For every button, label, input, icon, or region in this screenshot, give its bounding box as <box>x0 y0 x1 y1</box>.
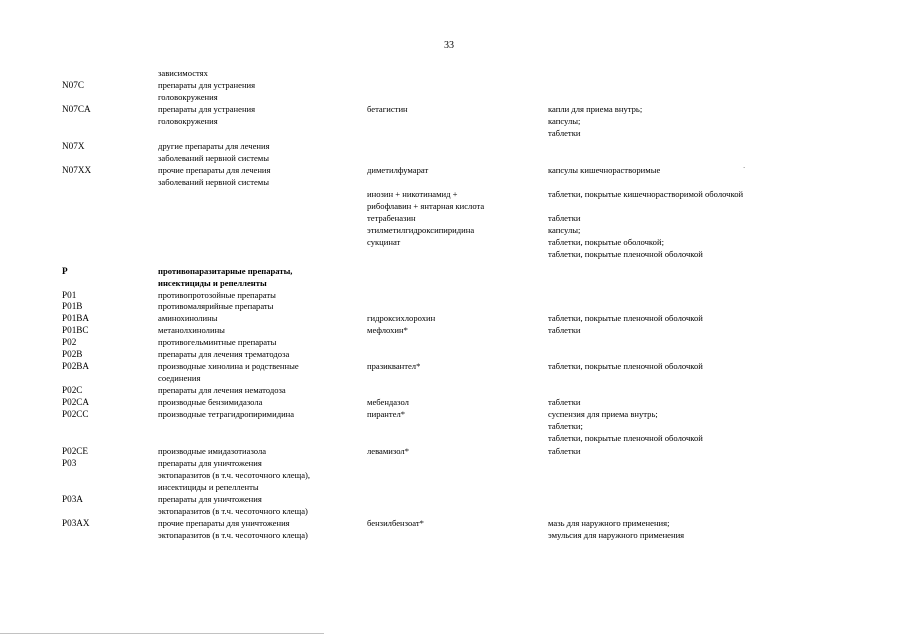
drug-name: бетагистин <box>367 104 408 114</box>
table-row <box>0 470 905 482</box>
dosage-form: суспензия для приема внутрь; <box>548 409 658 419</box>
atc-code: P03A <box>62 494 83 504</box>
group-description: аминохинолины <box>158 313 218 323</box>
table-row <box>0 421 905 433</box>
table-row <box>0 385 905 397</box>
group-description: препараты для устранения <box>158 80 256 90</box>
group-description: инсектициды и репелленты <box>158 482 259 492</box>
table-row <box>0 189 905 201</box>
group-description: заболеваний нервной системы <box>158 153 269 163</box>
atc-code: P02CA <box>62 397 90 407</box>
table-row <box>0 104 905 116</box>
table-row <box>0 518 905 530</box>
dosage-form: таблетки <box>548 128 581 138</box>
group-description: эктопаразитов (в т.ч. чесоточного клеща) <box>158 506 308 516</box>
table-row <box>0 313 905 325</box>
group-description: метанолхинолины <box>158 325 225 335</box>
dosage-form: таблетки <box>548 325 581 335</box>
table-row <box>0 266 905 278</box>
dosage-form: таблетки, покрытые пленочной оболочкой <box>548 361 703 371</box>
drug-name: гидроксихлорохин <box>367 313 436 323</box>
dosage-form: эмульсия для наружного применения <box>548 530 685 540</box>
group-description: производные тетрагидропиримидина <box>158 409 295 419</box>
table-row <box>0 237 905 249</box>
table-row <box>0 128 905 140</box>
dosage-form: таблетки, покрытые пленочной оболочкой <box>548 249 703 259</box>
drug-name: мебендазол <box>367 397 409 407</box>
group-description: противопротозойные препараты <box>158 290 276 300</box>
scan-speck: ` <box>743 166 746 174</box>
table-row <box>0 446 905 458</box>
drug-name: диметилфумарат <box>367 165 429 175</box>
table-row <box>0 213 905 225</box>
group-description: противогельминтные препараты <box>158 337 277 347</box>
table-row <box>0 482 905 494</box>
group-description: головокружения <box>158 92 218 102</box>
group-description: эктопаразитов (в т.ч. чесоточного клеща), <box>158 470 311 480</box>
atc-code: P02C <box>62 385 83 395</box>
atc-code: N07XX <box>62 165 92 175</box>
dosage-form: капсулы; <box>548 225 581 235</box>
table-row <box>0 337 905 349</box>
atc-code: P02 <box>62 337 77 347</box>
group-description: эктопаразитов (в т.ч. чесоточного клеща) <box>158 530 308 540</box>
drug-name: левамизол* <box>367 446 410 456</box>
group-description: головокружения <box>158 116 218 126</box>
table-row <box>0 373 905 385</box>
group-description: зависимостях <box>158 68 208 78</box>
atc-code: P02CC <box>62 409 89 419</box>
atc-code: N07CA <box>62 104 91 114</box>
dosage-form: таблетки, покрытые оболочкой; <box>548 237 664 247</box>
dosage-form: капли для приема внутрь; <box>548 104 643 114</box>
group-description: производные имидазотиазола <box>158 446 267 456</box>
drug-name: пирантел* <box>367 409 406 419</box>
group-description: другие препараты для лечения <box>158 141 270 151</box>
table-row <box>0 249 905 261</box>
atc-code: P <box>62 266 68 276</box>
dosage-form: таблетки <box>548 446 581 456</box>
dosage-form: таблетки, покрытые кишечнорастворимой оболочкой <box>548 189 744 199</box>
dosage-form: мазь для наружного применения; <box>548 518 670 528</box>
table-row <box>0 530 905 542</box>
atc-code: P01BA <box>62 313 90 323</box>
table-row <box>0 153 905 165</box>
table-row <box>0 409 905 421</box>
table-row <box>0 433 905 445</box>
atc-code: P03AX <box>62 518 90 528</box>
group-description: заболеваний нервной системы <box>158 177 269 187</box>
table-row <box>0 225 905 237</box>
dosage-form: таблетки <box>548 213 581 223</box>
dosage-form: таблетки <box>548 397 581 407</box>
group-description: препараты для уничтожения <box>158 494 262 504</box>
atc-code: P02B <box>62 349 83 359</box>
dosage-form: капсулы кишечнорастворимые <box>548 165 661 175</box>
table-row <box>0 506 905 518</box>
page-number: 33 <box>444 40 454 51</box>
group-description: производные хинолина и родственные <box>158 361 299 371</box>
drug-name: мефлохин* <box>367 325 408 335</box>
group-description: противомалярийные препараты <box>158 301 274 311</box>
atc-code: N07C <box>62 80 84 90</box>
table-row <box>0 68 905 80</box>
atc-code: P01BC <box>62 325 89 335</box>
atc-code: P03 <box>62 458 77 468</box>
group-description: препараты для уничтожения <box>158 458 262 468</box>
table-row <box>0 116 905 128</box>
table-row <box>0 397 905 409</box>
atc-code: P02CE <box>62 446 89 456</box>
drug-name: празиквантел* <box>367 361 421 371</box>
dosage-form: таблетки, покрытые пленочной оболочкой <box>548 313 703 323</box>
dosage-form: капсулы; <box>548 116 581 126</box>
atc-code: P02BA <box>62 361 90 371</box>
table-row <box>0 92 905 104</box>
table-row <box>0 361 905 373</box>
drug-name: рибофлавин + янтарная кислота <box>367 201 485 211</box>
group-description: соединения <box>158 373 201 383</box>
table-row <box>0 141 905 153</box>
group-description: прочие препараты для лечения <box>158 165 271 175</box>
dosage-form: таблетки, покрытые пленочной оболочкой <box>548 433 703 443</box>
group-description: препараты для лечения нематодоза <box>158 385 286 395</box>
drug-name: сукцинат <box>367 237 401 247</box>
table-row <box>0 458 905 470</box>
group-description: прочие препараты для уничтожения <box>158 518 290 528</box>
atc-code: P01 <box>62 290 77 300</box>
table-row <box>0 325 905 337</box>
table-row <box>0 301 905 313</box>
group-description: производные бензимидазола <box>158 397 263 407</box>
drug-name: тетрабеназин <box>367 213 416 223</box>
bottom-rule <box>0 633 540 634</box>
table-row <box>0 494 905 506</box>
table-row <box>0 349 905 361</box>
table-row <box>0 165 905 177</box>
dosage-form: таблетки; <box>548 421 583 431</box>
group-description: препараты для устранения <box>158 104 256 114</box>
group-description: препараты для лечения трематодоза <box>158 349 290 359</box>
table-row <box>0 80 905 92</box>
table-row <box>0 177 905 189</box>
table-row <box>0 278 905 290</box>
group-description: инсектициды и репелленты <box>158 278 267 288</box>
drug-name: бензилбензоат* <box>367 518 424 528</box>
atc-code: N07X <box>62 141 85 151</box>
drug-name: инозин + никотинамид + <box>367 189 458 199</box>
drug-name: этилметилгидроксипиридина <box>367 225 475 235</box>
group-description: противопаразитарные препараты, <box>158 266 293 276</box>
table-row <box>0 201 905 213</box>
atc-code: P01B <box>62 301 83 311</box>
